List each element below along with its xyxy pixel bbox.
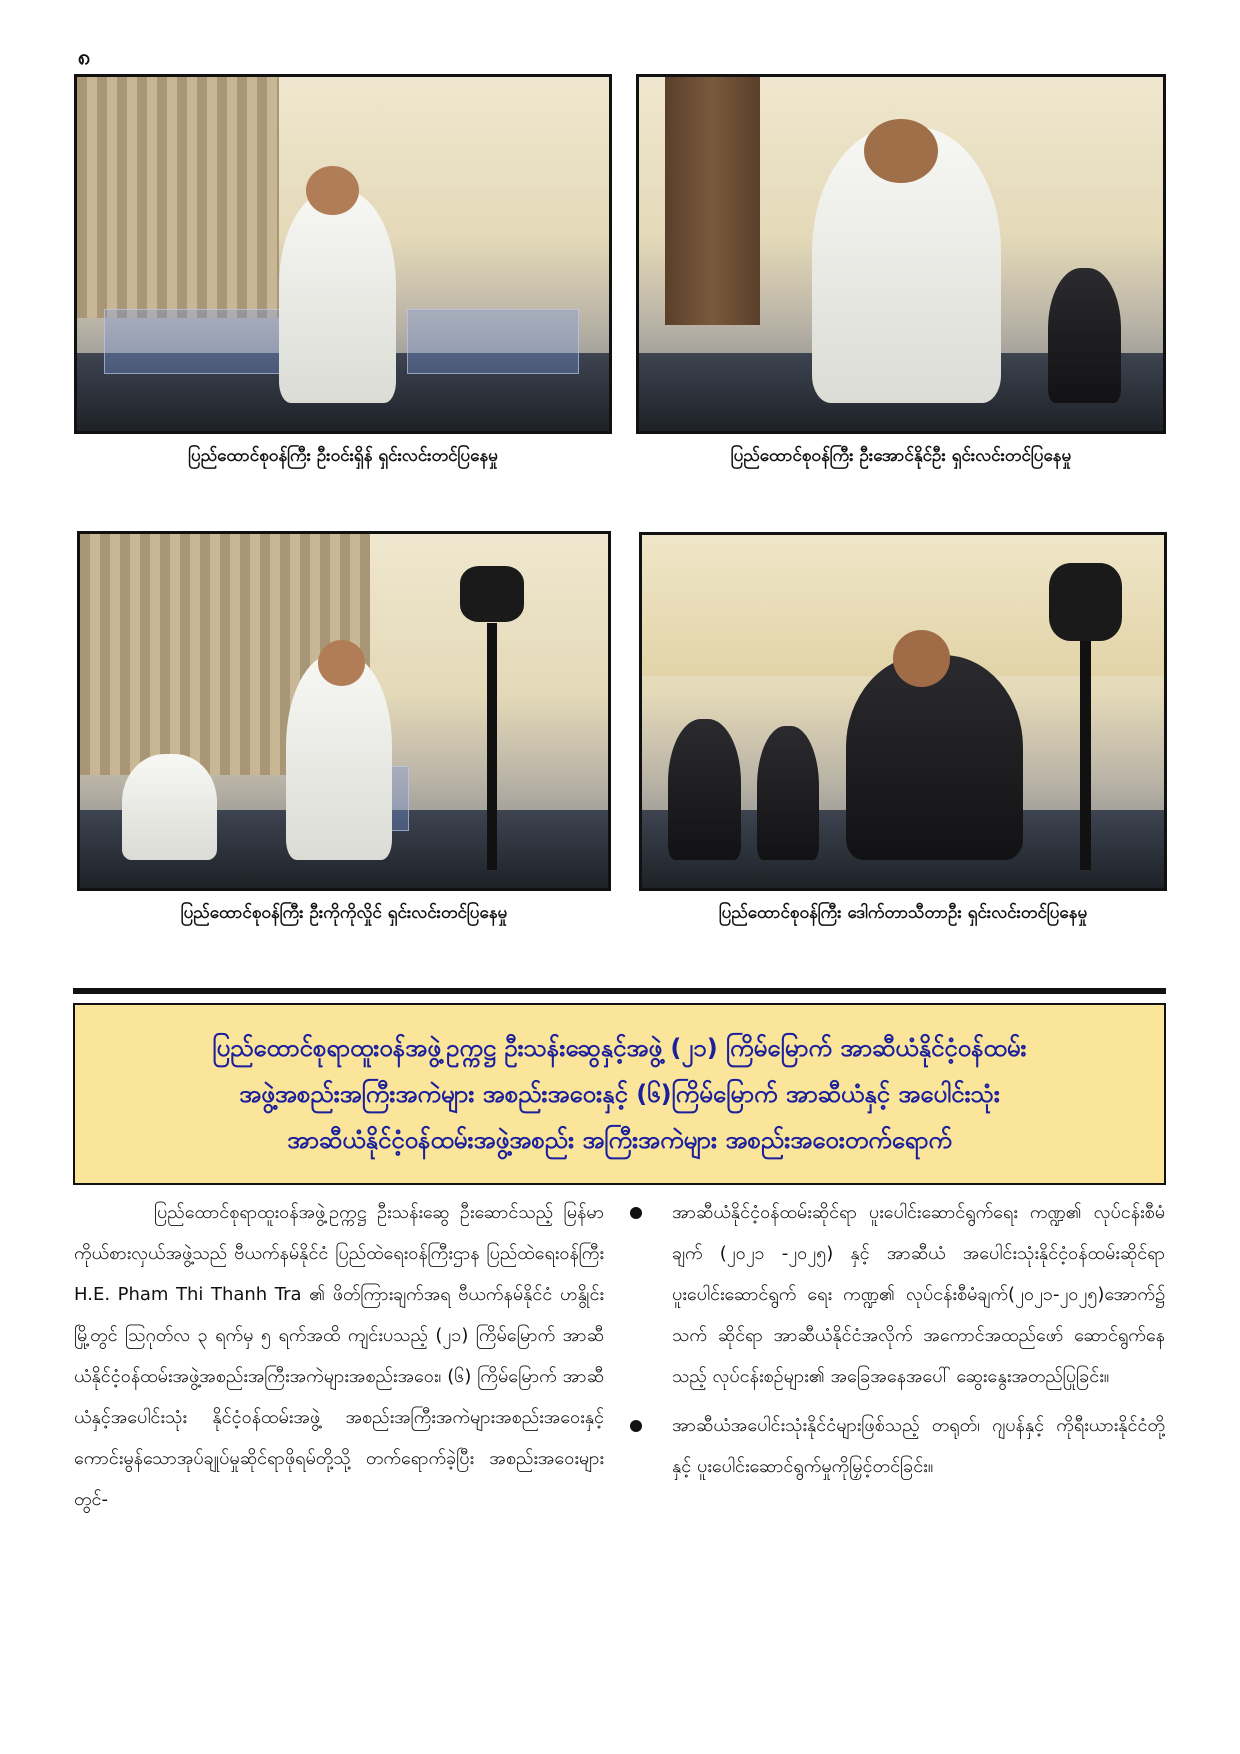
bullet-item [630, 1405, 1165, 1487]
page-number: ၈ [78, 45, 91, 70]
article-bullet-list [630, 1192, 1165, 1495]
photo-caption-2: ပြည်ထောင်စုဝန်ကြီး ဦးအောင်နိုင်ဦး ရှင်းလင်းတင်ပြနေမှု [730, 446, 1072, 466]
bullet-icon [630, 1207, 642, 1219]
photo-minister-3 [77, 531, 611, 891]
photo-caption-3: ပြည်ထောင်စုဝန်ကြီး ဦးကိုကိုလှိုင် ရှင်းလင်းတင်ပြနေမှု [180, 903, 508, 923]
bullet-icon [630, 1420, 642, 1432]
photo-minister-1 [74, 74, 612, 434]
headline-line-2: အဖွဲ့အစည်းအကြီးအကဲများ အစည်းအဝေးနှင့် (၆)ကြိမ်မြောက် အာဆီယံနှင့် အပေါင်းသုံး [239, 1080, 1000, 1108]
bullet-item [630, 1192, 1165, 1397]
bullet-text: အာဆီယံအပေါင်းသုံးနိုင်ငံများဖြစ်သည့် တရုတ်၊ ဂျပန်နှင့် ကိုရီးယားနိုင်ငံတို့နှင့် ပူးပေါင်းဆောင်ရွက်မှုကိုမြှင့်တင်ခြင်း။ [672, 1415, 1165, 1477]
headline-line-1: ပြည်ထောင်စုရာထူးဝန်အဖွဲ့ဥက္ကဋ္ဌ ဦးသန်းဆွေနှင့်အဖွဲ့ (၂၁) ကြိမ်မြောက် အာဆီယံနိုင်ငံ့ဝန်ထမ်း [212, 1034, 1027, 1062]
article-paragraph: ပြည်ထောင်စုရာထူးဝန်အဖွဲ့ဥက္ကဋ္ဌ ဦးသန်းဆွေ ဦးဆောင်သည့် မြန်မာကိုယ်စားလှယ်အဖွဲ့သည် ဗီယက်နမ်နိုင်ငံ ပြည်ထဲရေးဝန်ကြီးဌာန ပြည်ထဲရေးဝန်ကြီး H.E. Pham Thi Thanh Tra ၏ ဖိတ်ကြားချက်အရ ဗီယက်နမ်နိုင်ငံ ဟနွိုင်းမြို့တွင် ဩဂုတ်လ ၃ ရက်မှ ၅ ရက်အထိ ကျင်းပသည့် (၂၁) ကြိမ်မြောက် အာဆီယံနိုင်ငံ့ဝန်ထမ်းအဖွဲ့အစည်းအကြီးအကဲများအစည်းအဝေး၊ (၆) ကြိမ်မြောက် အာဆီယံနှင့်အပေါင်းသုံး နိုင်ငံ့ဝန်ထမ်းအဖွဲ့ အစည်းအကြီးအကဲများအစည်းအဝေးနှင့် ကောင်းမွန်သောအုပ်ချုပ်မှုဆိုင်ရာဖိုရမ်တို့သို့ တက်ရောက်ခဲ့ပြီး အစည်းအဝေးများတွင်- [74, 1202, 604, 1510]
photo-minister-4 [639, 532, 1167, 891]
section-divider [73, 988, 1166, 994]
photo-caption-4: ပြည်ထောင်စုဝန်ကြီး ဒေါက်တာသီတာဦး ရှင်းလင်းတင်ပြနေမှု [718, 903, 1088, 923]
photo-caption-1: ပြည်ထောင်စုဝန်ကြီး ဦးဝင်းရှိန် ရှင်းလင်းတင်ပြနေမှု [188, 446, 498, 466]
bullet-text: အာဆီယံနိုင်ငံ့ဝန်ထမ်းဆိုင်ရာ ပူးပေါင်းဆောင်ရွက်ရေး ကဏ္ဍ၏ လုပ်ငန်းစီမံချက် (၂၀၂၁ -၂၀၂၅) နှင့် အာဆီယံ အပေါင်းသုံးနိုင်ငံ့ဝန်ထမ်းဆိုင်ရာ ပူးပေါင်းဆောင်ရွက် ရေး ကဏ္ဍ၏ လုပ်ငန်းစီမံချက်(၂၀၂၁-၂၀၂၅)အောက်၌ သက် ဆိုင်ရာ အာဆီယံနိုင်ငံအလိုက် အကောင်အထည်ဖော် ဆောင်ရွက်နေသည့် လုပ်ငန်းစဉ်များ၏ အခြေအနေအပေါ် ဆွေးနွေးအတည်ပြုခြင်း။ [672, 1202, 1165, 1387]
headline-box [73, 1003, 1166, 1185]
headline-line-3: အာဆီယံနိုင်ငံ့ဝန်ထမ်းအဖွဲ့အစည်း အကြီးအကဲများ အစည်းအဝေးတက်ရောက် [287, 1126, 952, 1154]
photo-minister-2 [636, 74, 1166, 434]
article-left-column [74, 1192, 604, 1520]
